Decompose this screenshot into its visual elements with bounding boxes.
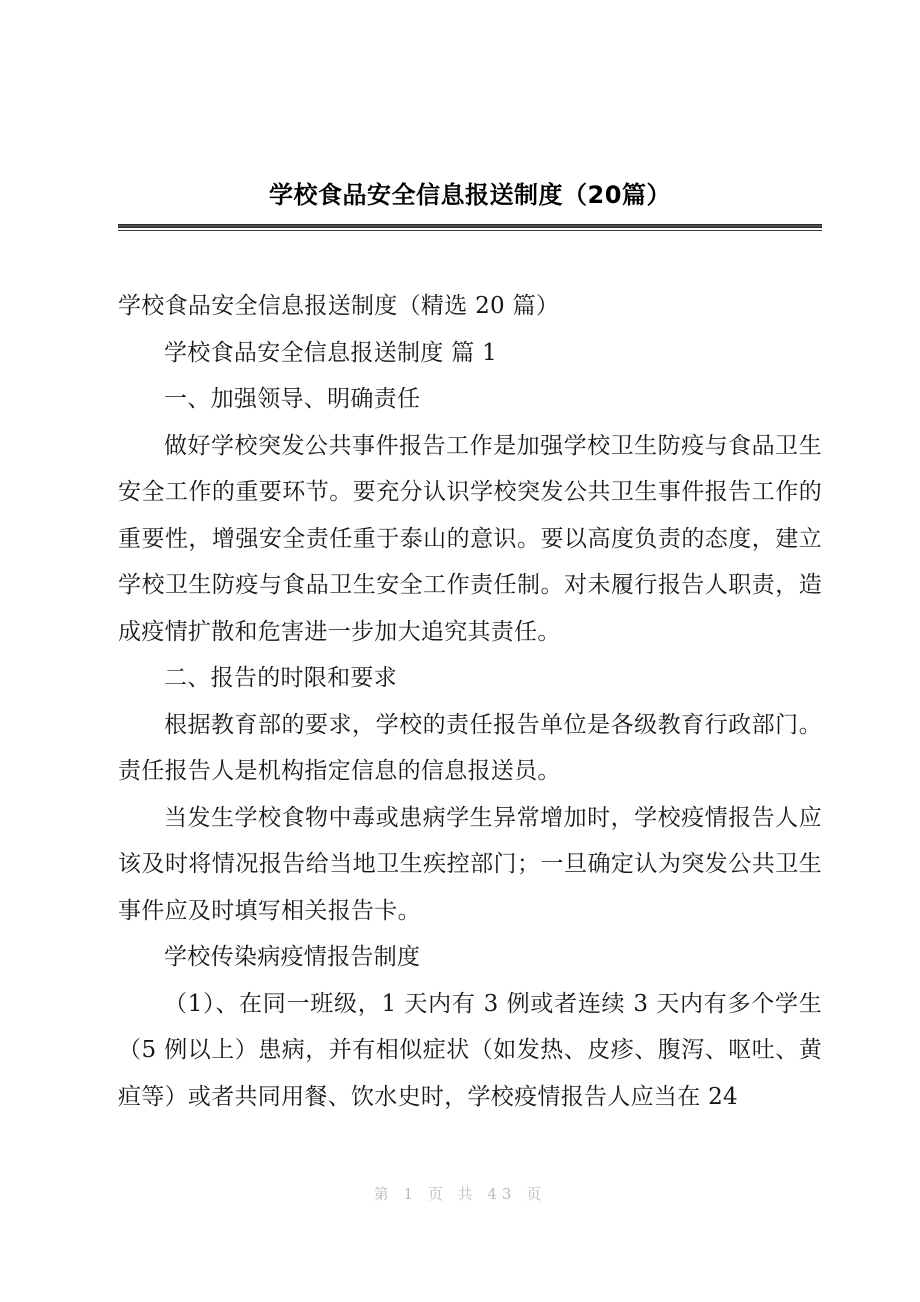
document-body — [118, 283, 822, 1120]
paragraph-section-heading-1: 一、加强领导、明确责任 — [164, 386, 421, 412]
paragraph-section-2-body-2: 当发生学校食物中毒或患病学生异常增加时，学校疫情报告人应该及时将情况报告给当地卫生疾控部门；一旦确定认为突发公共卫生事件应及时填写相关报告卡。 — [118, 804, 822, 924]
paragraph-item-1: （1）、在同一班级，1 天内有 3 例或者连续 3 天内有多个学生（5 例以上）患病，并有相似症状（如发热、皮疹、腹泻、呕吐、黄疸等）或者共同用餐、饮水史时，学校疫情报告人应当在 24 — [118, 990, 822, 1110]
paragraph-collection-heading: 学校食品安全信息报送制度（精选 20 篇） — [118, 293, 560, 319]
paragraph-section-1-body: 做好学校突发公共事件报告工作是加强学校卫生防疫与食品卫生安全工作的重要环节。要充分认识学校突发公共卫生事件报告工作的重要性，增强安全责任重于泰山的意识。要以高度负责的态度，建立学校卫生防疫与食品卫生安全工作责任制。对未履行报告人职责，造成疫情扩散和危害进一步加大追究其责任。 — [118, 432, 822, 645]
paragraph-section-heading-2: 二、报告的时限和要求 — [164, 665, 397, 691]
title-divider — [118, 224, 822, 231]
paragraph-subsection-heading: 学校传染病疫情报告制度 — [164, 944, 421, 970]
document-content-column — [118, 0, 822, 1120]
paragraph-section-2-body-1: 根据教育部的要求，学校的责任报告单位是各级教育行政部门。责任报告人是机构指定信息的信息报送员。 — [118, 711, 822, 784]
title-divider-thick-rule — [118, 224, 822, 228]
page-footer — [0, 1183, 920, 1205]
title-divider-thin-rule — [118, 230, 822, 231]
page-number-label: 第 1 页 共 43 页 — [373, 1185, 547, 1203]
page-title: 学校食品安全信息报送制度（20篇） — [269, 181, 671, 209]
paragraph-article-label: 学校食品安全信息报送制度 篇 1 — [164, 339, 498, 366]
